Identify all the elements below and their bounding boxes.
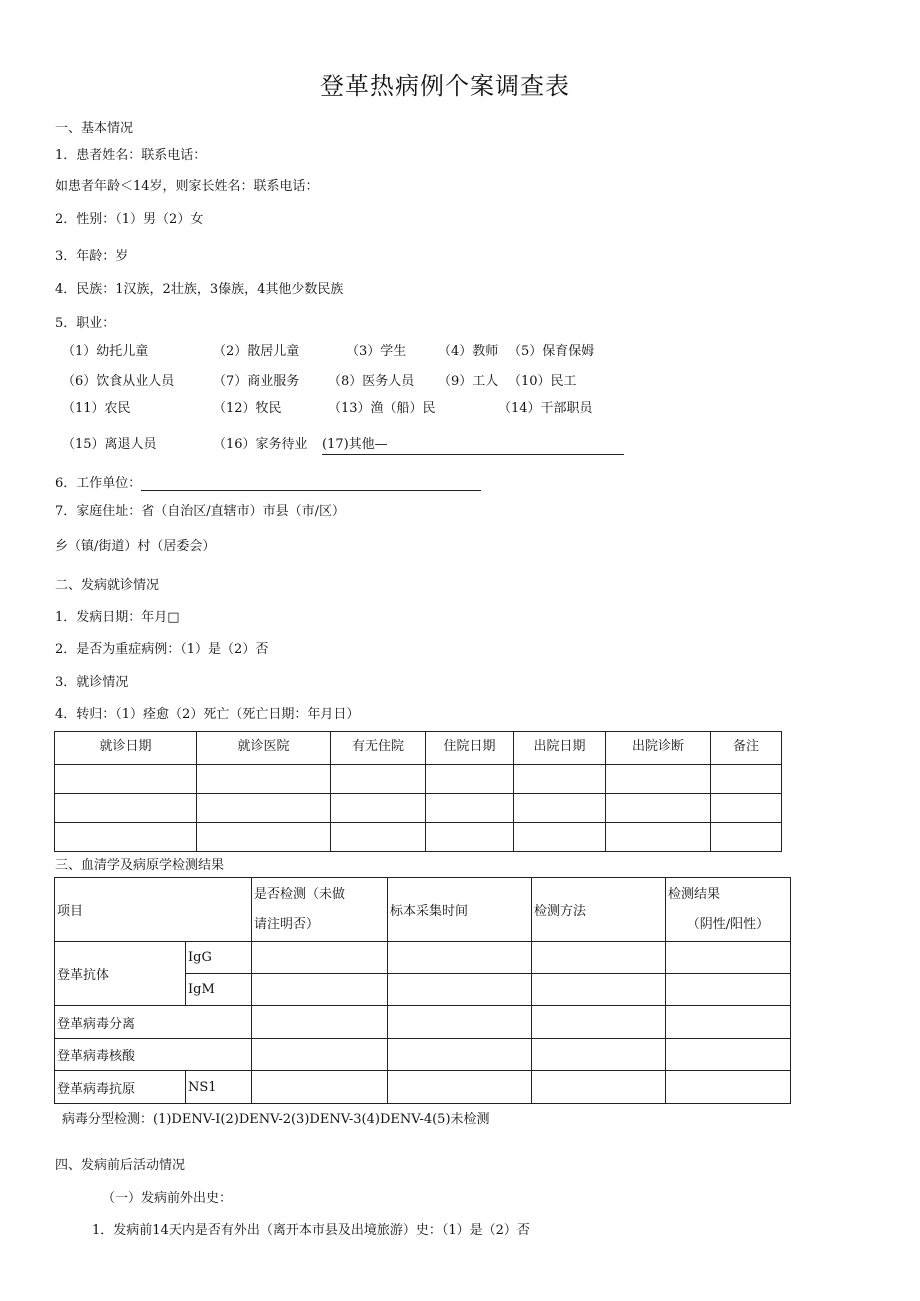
table-header <box>252 878 388 942</box>
table-cell[interactable] <box>666 974 791 1006</box>
table-cell: IgG <box>186 942 252 974</box>
guardian-line: 如患者年龄＜14岁，则家长姓名：联系电话： <box>55 179 319 194</box>
occupation-option: （2）散居儿童 <box>213 344 300 359</box>
table-cell: 登革病毒抗原 <box>55 1071 186 1104</box>
table-cell[interactable] <box>197 823 331 852</box>
occupation-option: （6）饮食从业人员 <box>62 374 175 389</box>
table-cell[interactable] <box>331 765 426 794</box>
table-cell[interactable] <box>388 1071 532 1104</box>
age-line: 3．年龄：岁 <box>55 249 129 264</box>
table-cell[interactable] <box>426 794 514 823</box>
page-title: 登革热病例个案调查表 <box>320 72 570 100</box>
occupation-other-field[interactable] <box>322 433 624 455</box>
occupation-option: （9）工人 <box>438 374 499 389</box>
table-header <box>666 878 791 942</box>
section-onset-heading: 二、发病就诊情况 <box>55 578 160 593</box>
table-cell[interactable] <box>252 1039 388 1071</box>
table-cell[interactable] <box>55 765 197 794</box>
occupation-option: (17)其他— <box>322 437 388 452</box>
table-row <box>55 823 782 852</box>
table-cell: 登革抗体 <box>55 942 186 1006</box>
occupation-option: （4）教师 <box>438 344 499 359</box>
ethnicity-line: 4．民族：1汉族，2壮族，3傣族，4其他少数民族 <box>55 282 344 297</box>
table-cell[interactable] <box>388 1006 532 1039</box>
section-activity-heading: 四、发病前后活动情况 <box>55 1158 186 1173</box>
table-cell[interactable] <box>426 765 514 794</box>
tested-header-line2: 请注明否） <box>254 916 320 932</box>
table-cell[interactable] <box>711 794 782 823</box>
visit-line: 3．就诊情况 <box>55 675 129 690</box>
table-cell[interactable] <box>388 942 532 974</box>
table-header: 备注 <box>711 732 782 765</box>
table-cell[interactable] <box>532 1071 666 1104</box>
table-cell[interactable] <box>197 765 331 794</box>
work-unit-line <box>55 472 481 491</box>
table-header: 出院日期 <box>514 732 606 765</box>
occupation-option: （11）农民 <box>62 401 131 416</box>
table-cell[interactable] <box>532 1039 666 1071</box>
section-lab-heading: 三、血清学及病原学检测结果 <box>55 858 225 873</box>
table-cell[interactable] <box>197 794 331 823</box>
table-header: 出院诊断 <box>606 732 711 765</box>
table-header: 标本采集时间 <box>388 878 532 942</box>
occupation-option: （7）商业服务 <box>213 374 300 389</box>
result-header-line1: 检测结果 <box>668 886 721 902</box>
table-row <box>55 765 782 794</box>
travel-history-subheading: （一）发病前外出史： <box>102 1191 233 1206</box>
table-cell: 登革病毒核酸 <box>55 1039 252 1071</box>
table-cell[interactable] <box>666 1071 791 1104</box>
table-cell[interactable] <box>55 794 197 823</box>
table-cell[interactable] <box>666 942 791 974</box>
occupation-option: （13）渔（船）民 <box>328 401 436 416</box>
table-cell[interactable] <box>388 1039 532 1071</box>
table-cell[interactable] <box>252 942 388 974</box>
table-cell[interactable] <box>532 1006 666 1039</box>
gender-line: 2．性别：（1）男（2）女 <box>55 212 204 227</box>
table-cell[interactable] <box>426 823 514 852</box>
table-cell: IgM <box>186 974 252 1006</box>
section-basic-heading: 一、基本情况 <box>55 121 134 136</box>
table-cell[interactable] <box>514 823 606 852</box>
table-cell[interactable] <box>331 823 426 852</box>
outcome-line: 4．转归：（1）痊愈（2）死亡（死亡日期：年月日） <box>55 707 360 722</box>
table-cell[interactable] <box>606 794 711 823</box>
patient-name-line: 1．患者姓名：联系电话： <box>55 148 207 163</box>
occupation-option: （10）民工 <box>508 374 577 389</box>
table-cell[interactable] <box>532 974 666 1006</box>
table-cell[interactable] <box>666 1039 791 1071</box>
table-cell[interactable] <box>606 823 711 852</box>
tested-header-line1: 是否检测（未做 <box>254 886 346 902</box>
occupation-option: （5）保育保姆 <box>508 344 595 359</box>
virus-typing-line: 病毒分型检测：(1)DENV-I(2)DENV-2(3)DENV-3(4)DENV-4(5)未检测 <box>62 1112 490 1127</box>
address-line-2: 乡（镇/街道）村（居委会） <box>55 539 216 554</box>
table-header: 就诊医院 <box>197 732 331 765</box>
table-header: 住院日期 <box>426 732 514 765</box>
result-header-line2: （阴性/阳性） <box>686 916 770 932</box>
table-cell[interactable] <box>606 765 711 794</box>
table-cell[interactable] <box>252 1006 388 1039</box>
occupation-option: （16）家务待业 <box>213 437 308 452</box>
lab-table <box>54 877 791 1104</box>
table-header: 有无住院 <box>331 732 426 765</box>
table-header: 检测方法 <box>532 878 666 942</box>
table-cell[interactable] <box>532 942 666 974</box>
table-cell[interactable] <box>514 765 606 794</box>
table-cell[interactable] <box>388 974 532 1006</box>
table-cell: NS1 <box>186 1071 252 1104</box>
table-cell[interactable] <box>711 765 782 794</box>
table-cell: 登革病毒分离 <box>55 1006 252 1039</box>
occupation-option: （15）离退人员 <box>62 437 157 452</box>
occupation-option: （8）医务人员 <box>328 374 415 389</box>
occupation-option: （1）幼托儿童 <box>62 344 149 359</box>
table-header: 项目 <box>55 878 252 942</box>
occupation-label: 5．职业： <box>55 316 116 331</box>
onset-date-line: 1．发病日期：年月□ <box>55 610 180 625</box>
table-row <box>55 794 782 823</box>
table-cell[interactable] <box>55 823 197 852</box>
table-cell[interactable] <box>666 1006 791 1039</box>
table-cell[interactable] <box>252 1071 388 1104</box>
visit-table <box>54 731 782 852</box>
travel-history-question: 1．发病前14天内是否有外出（离开本市县及出境旅游）史：（1）是（2）否 <box>92 1223 530 1238</box>
table-cell[interactable] <box>331 794 426 823</box>
occupation-option: （14）干部职员 <box>498 401 593 416</box>
table-cell[interactable] <box>514 794 606 823</box>
severe-case-line: 2．是否为重症病例：（1）是（2）否 <box>55 642 269 657</box>
occupation-option: （3）学生 <box>346 344 407 359</box>
table-cell[interactable] <box>711 823 782 852</box>
table-header: 就诊日期 <box>55 732 197 765</box>
work-unit-label: 6．工作单位： <box>55 476 142 491</box>
address-line: 7．家庭住址：省（自治区/直辖市）市县（市/区） <box>55 504 346 519</box>
occupation-option: （12）牧民 <box>213 401 282 416</box>
work-unit-field[interactable] <box>141 476 481 491</box>
table-cell[interactable] <box>252 974 388 1006</box>
